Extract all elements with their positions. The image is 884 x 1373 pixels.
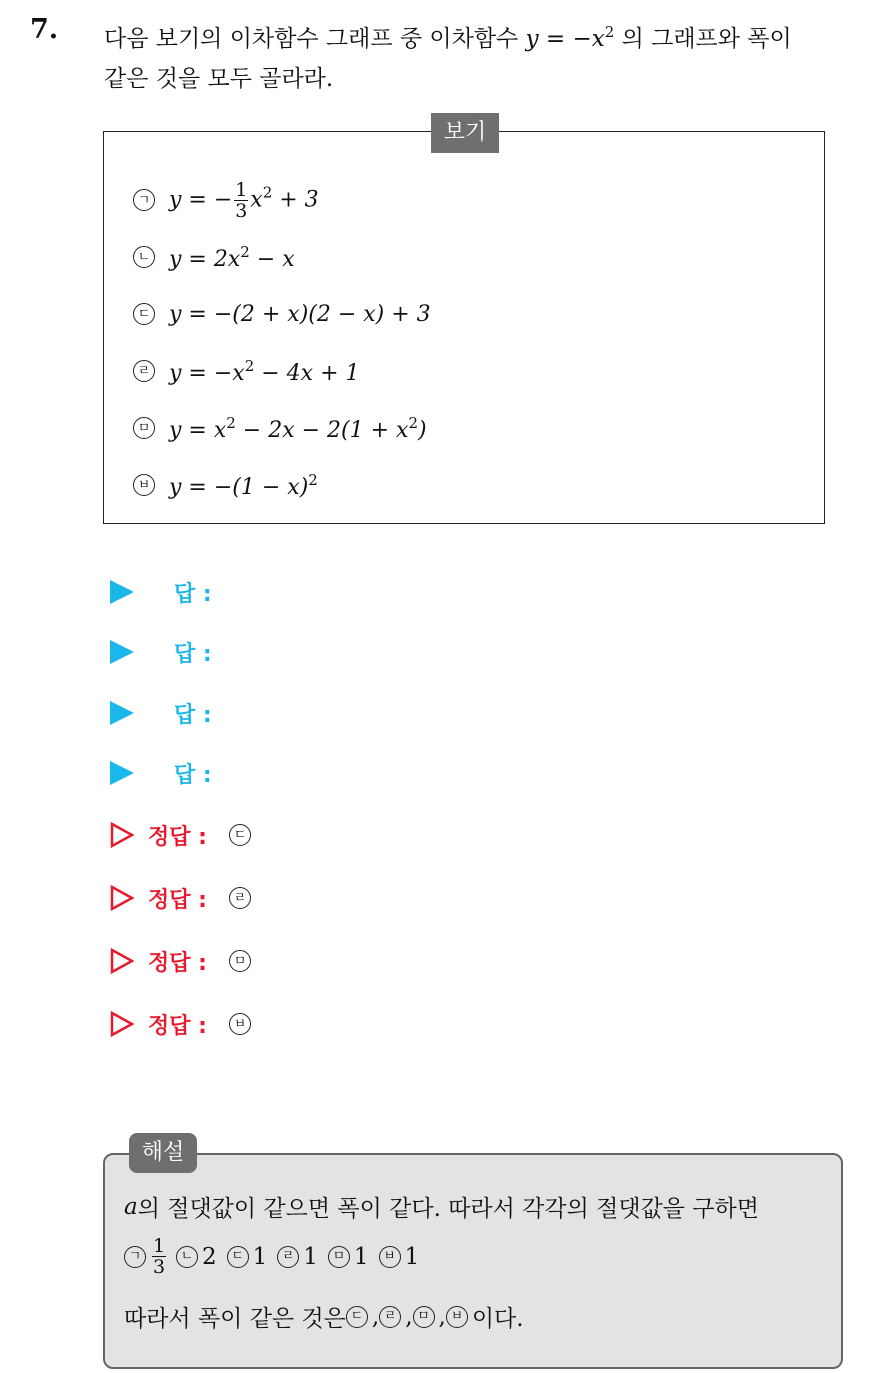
option-mark: ㅂ	[133, 474, 155, 496]
fraction-denominator: 3	[152, 1256, 166, 1278]
solution-mark: ㄹ	[229, 887, 251, 909]
option-mark: ㄴ	[133, 246, 155, 268]
explanation-line-1	[124, 1190, 759, 1223]
answer-row-3[interactable]	[110, 696, 212, 730]
explanation-text-1: 의 절댓값이 같으면 폭이 같다. 따라서 각각의 절댓값을 구하면	[137, 1196, 759, 1222]
explanation-value: 1	[303, 1243, 318, 1270]
solution-value	[229, 824, 251, 847]
option-pre: y = x	[169, 417, 227, 443]
triangle-outline-icon	[110, 885, 134, 911]
option-tail: + 3	[272, 187, 319, 212]
option-mark: ㄷ	[133, 303, 155, 325]
answer-label: 답 :	[174, 702, 212, 728]
option-pre: y = −	[169, 187, 233, 212]
explanation-mark: ㄱ	[124, 1246, 146, 1268]
option-exp: 2	[262, 183, 273, 201]
option-expr	[169, 243, 295, 272]
triangle-outline-icon	[110, 948, 134, 974]
option-6	[133, 465, 318, 505]
solution-row-1	[110, 818, 251, 852]
option-mark: ㅁ	[133, 417, 155, 439]
option-mark: ㄱ	[133, 189, 155, 211]
solution-label: 정답 :	[148, 887, 207, 913]
option-exp: 2	[244, 356, 255, 375]
explanation-mark: ㄷ	[227, 1246, 249, 1268]
solution-mark: ㅂ	[229, 1013, 251, 1035]
solution-label: 정답 :	[148, 1013, 207, 1039]
option-expr	[169, 180, 319, 221]
option-5	[133, 408, 427, 448]
answer-row-1[interactable]	[110, 575, 212, 609]
play-icon	[110, 640, 134, 664]
explanation-label: 해설	[129, 1133, 197, 1173]
explanation-text-3: 따라서 폭이 같은 것은	[124, 1306, 346, 1332]
option-expr	[169, 357, 360, 386]
explanation-value: 2	[202, 1243, 217, 1270]
option-1	[133, 180, 319, 220]
option-expr	[169, 302, 431, 327]
question-function	[525, 23, 615, 52]
solution-value	[229, 887, 251, 910]
explanation-value: 1	[353, 1243, 369, 1270]
explanation-mark: ㄷ	[346, 1306, 368, 1328]
play-icon	[110, 701, 134, 725]
option-pre: y = −(2 + x)(2 − x) + 3	[169, 301, 431, 327]
solution-label: 정답 :	[148, 824, 207, 850]
explanation-line-3: 따라서 폭이 같은 것은 ㄷ , ㄹ , ㅁ , ㅂ 이다.	[124, 1300, 524, 1333]
answer-row-4[interactable]	[110, 756, 212, 790]
triangle-outline-icon	[110, 822, 134, 848]
option-3	[133, 294, 431, 334]
solution-row-2	[110, 881, 251, 915]
option-exp2: 2	[408, 413, 419, 432]
option-pre: y = −(1 − x)	[169, 474, 309, 500]
answer-label: 답 :	[174, 762, 212, 788]
explanation-mark: ㄹ	[379, 1306, 401, 1328]
option-pre: y = 2x	[169, 246, 241, 272]
solution-label: 정답 :	[148, 950, 207, 976]
option-tail: − 2x − 2(1 + x	[235, 417, 409, 443]
question-function-base: y = −x	[525, 26, 605, 52]
question-line1-pre: 다음 보기의 이차함수 그래프 중 이차함수	[104, 26, 526, 52]
explanation-mark: ㅁ	[413, 1306, 435, 1328]
play-icon	[110, 761, 134, 785]
solution-row-3	[110, 944, 251, 978]
option-exp: 2	[308, 470, 318, 489]
explanation-text-3-post: 이다.	[471, 1306, 524, 1332]
option-mark: ㄹ	[133, 360, 155, 382]
option-4	[133, 351, 360, 391]
question-text	[104, 12, 874, 99]
option-expr	[169, 414, 427, 443]
option-exp: 2	[240, 242, 250, 261]
question-line2: 같은 것을 모두 골라라.	[104, 66, 334, 92]
explanation-fraction	[152, 1236, 166, 1277]
question-number: 7.	[30, 14, 59, 45]
option-exp: 2	[226, 413, 236, 432]
triangle-outline-icon	[110, 1011, 134, 1037]
explanation-mark: ㄴ	[176, 1246, 198, 1268]
bogi-label: 보기	[431, 113, 499, 153]
explanation-mark: ㅂ	[446, 1306, 468, 1328]
option-var: x	[250, 187, 263, 212]
answer-label: 답 :	[174, 581, 212, 607]
explanation-value: 1	[404, 1243, 420, 1270]
solution-row-4	[110, 1007, 251, 1041]
explanation-mark: ㄹ	[277, 1246, 299, 1268]
question-line1-post: 의 그래프와 폭이	[614, 26, 792, 52]
option-expr	[169, 471, 318, 500]
solution-mark: ㅁ	[229, 950, 251, 972]
explanation-var: a	[124, 1193, 138, 1220]
option-2	[133, 237, 295, 277]
fraction-numerator: 1	[235, 178, 248, 201]
explanation-line-2	[124, 1236, 429, 1277]
option-pre: y = −x	[169, 360, 245, 386]
answer-row-2[interactable]	[110, 635, 212, 669]
option-fraction	[234, 180, 248, 221]
fraction-denominator: 3	[235, 199, 248, 222]
solution-value	[229, 1013, 251, 1036]
play-icon	[110, 580, 134, 604]
explanation-value: 1	[252, 1243, 268, 1270]
fraction-numerator: 1	[152, 1235, 166, 1257]
solution-mark: ㄷ	[229, 824, 251, 846]
solution-value	[229, 950, 251, 973]
option-tail2: )	[418, 417, 427, 443]
question-function-exp: 2	[604, 23, 615, 41]
option-tail: − 4x + 1	[254, 360, 360, 386]
explanation-mark: ㅁ	[328, 1246, 350, 1268]
answer-label: 답 :	[174, 641, 212, 667]
option-tail: − x	[249, 246, 295, 272]
explanation-mark: ㅂ	[379, 1246, 401, 1268]
